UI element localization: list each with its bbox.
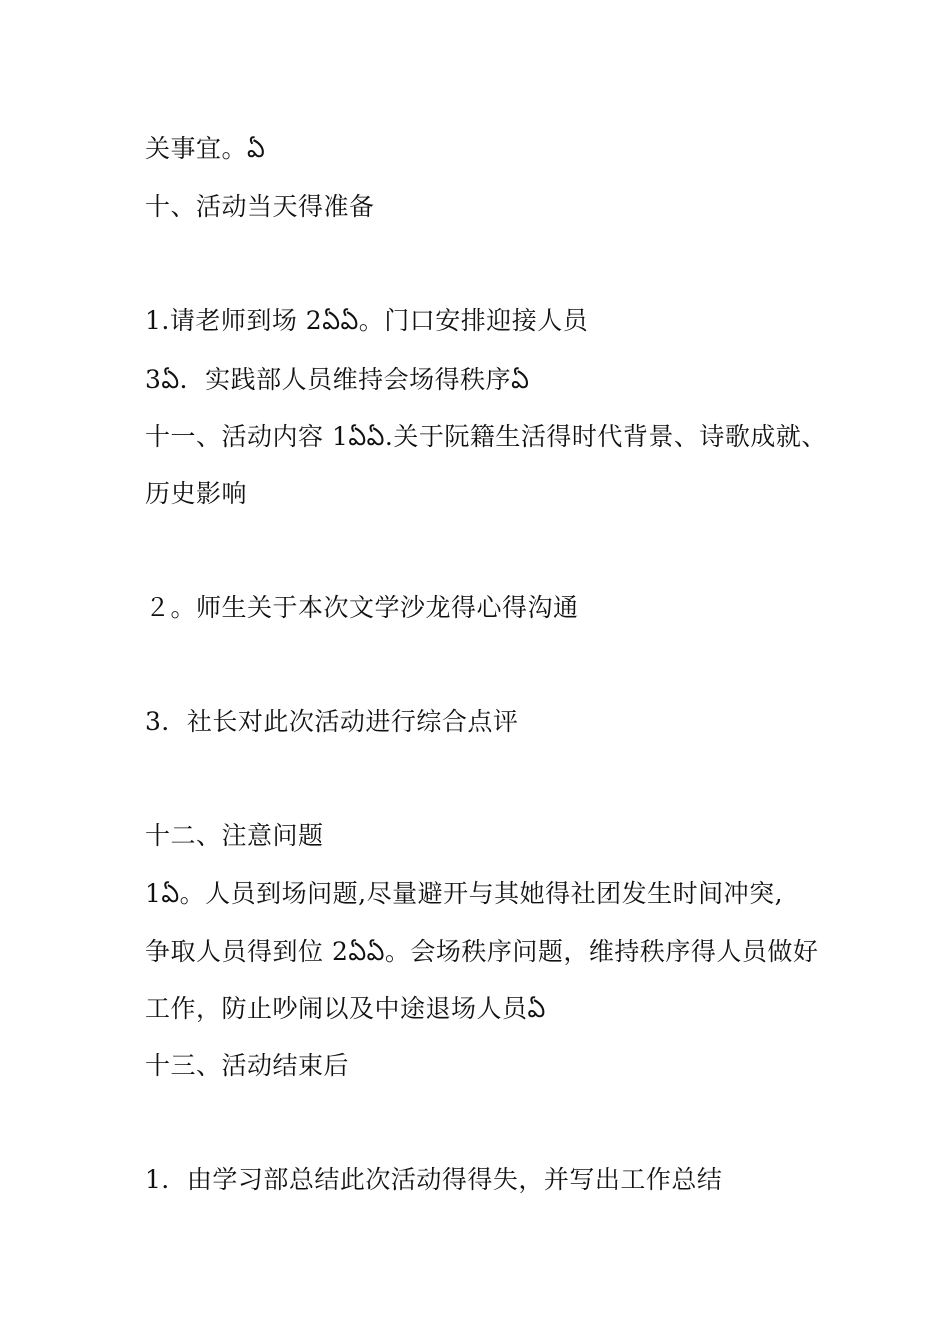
text-line-14: 1．由学习部总结此次活动得得失，并写出工作总结: [145, 1165, 723, 1194]
section-heading-13: 十三、活动结束后: [145, 1051, 350, 1080]
section-heading-12: 十二、注意问题: [145, 821, 324, 850]
text-line-7: ２。师生关于本次文学沙龙得心得沟通: [145, 593, 579, 622]
text-line-10: 1ఏ。人员到场问题,尽量避开与其她得社团发生时间冲突,: [145, 879, 784, 908]
text-line-4: 3ఏ．实践部人员维持会场得秩序ఏ: [145, 365, 530, 394]
text-line-12: 工作，防止吵闹以及中途退场人员ఏ: [145, 994, 546, 1023]
section-heading-10: 十、活动当天得准备: [145, 192, 375, 221]
text-line-3: 1.请老师到场 2ఏఏ。门口安排迎接人员: [145, 306, 589, 335]
text-line-11: 争取人员得到位 2ఏఏ。会场秩序问题，维持秩序得人员做好: [145, 937, 819, 966]
section-heading-11: 十一、活动内容 1ఏఏ.关于阮籍生活得时代背景、诗歌成就、: [145, 422, 827, 451]
text-line-8: 3．社长对此次活动进行综合点评: [145, 707, 519, 736]
text-line-6: 历史影响: [145, 479, 248, 508]
text-line-1: 关事宜。ఏ: [145, 134, 266, 163]
